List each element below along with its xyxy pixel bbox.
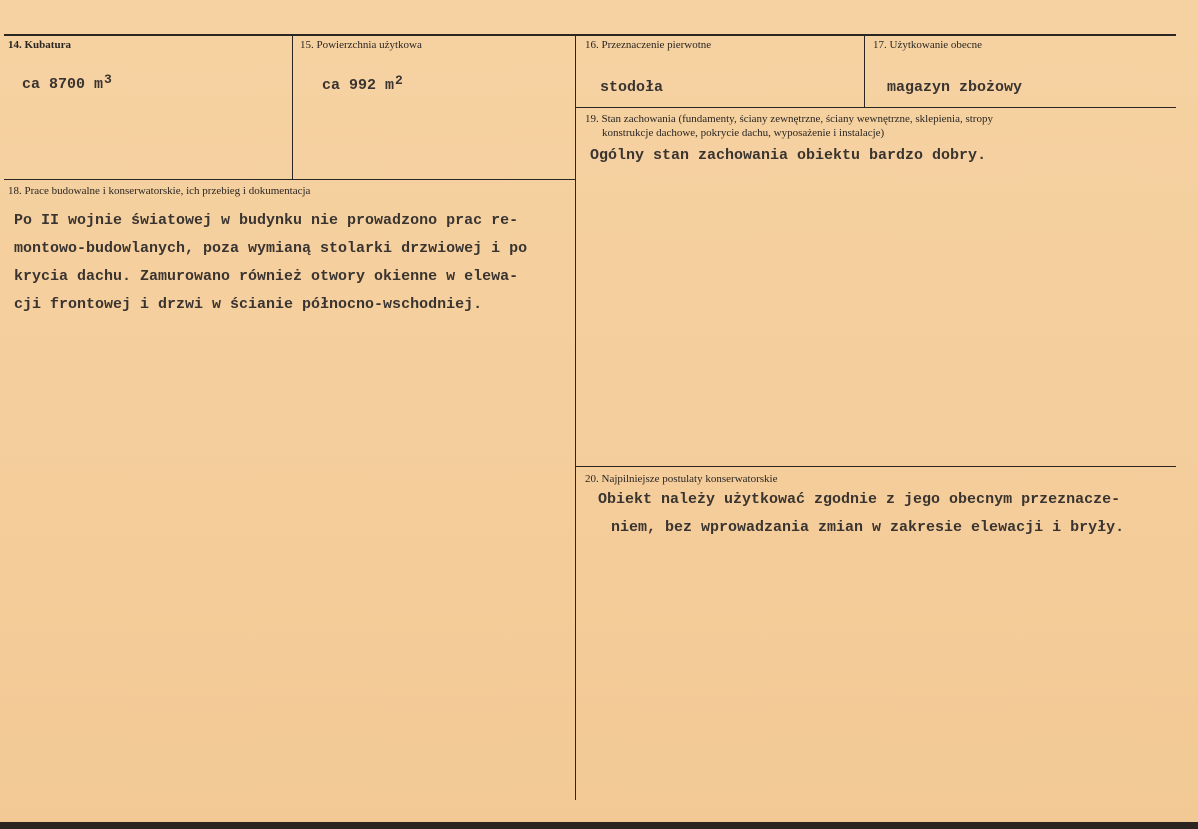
field-19-label-line1: 19. Stan zachowania (fundamenty, ściany zewnętrzne, ściany wewnętrzne, sklepienia, stropy <box>585 113 993 125</box>
field-16-label: 16. Przeznaczenie pierwotne <box>585 39 712 51</box>
row-line-left <box>4 179 575 180</box>
field-19-label-line2: konstrukcje dachowe, pokrycie dachu, wyposażenie i instalacje) <box>602 127 885 139</box>
field-14-label: 14. Kubatura <box>8 39 71 51</box>
field-18-label: 18. Prace budowalne i konserwatorskie, ich przebieg i dokumentacja <box>8 185 311 197</box>
row-line-16-17 <box>576 107 1176 108</box>
field-18-line-1: Po II wojnie światowej w budynku nie prowadzono prac re- <box>14 212 519 229</box>
field-18-line-4: cji frontowej i drzwi w ścianie północno-wschodniej. <box>14 296 483 313</box>
divider-16-17 <box>864 35 865 107</box>
field-15-exponent: 2 <box>395 73 403 88</box>
field-18-line-2: montowo-budowlanych, poza wymianą stolarki drzwiowej i po <box>14 240 528 257</box>
field-20-line-1: Obiekt należy użytkować zgodnie z jego obecnym przeznacze- <box>598 491 1121 508</box>
field-14-value-text: ca 8700 m <box>22 76 104 93</box>
field-14-exponent: 3 <box>104 72 112 87</box>
row-line-19-20 <box>576 466 1176 467</box>
field-20-label: 20. Najpilniejsze postulaty konserwatorskie <box>585 473 778 485</box>
divider-14-15 <box>292 35 293 179</box>
field-15-label: 15. Powierzchnia użytkowa <box>300 39 422 51</box>
bottom-edge-shadow <box>0 822 1198 829</box>
top-border-line <box>4 34 1176 36</box>
field-16-value: stodoła <box>600 79 664 96</box>
field-15-value-text: ca 992 m <box>322 77 395 94</box>
field-17-label: 17. Użytkowanie obecne <box>873 39 983 51</box>
field-17-value: magazyn zbożowy <box>887 79 1023 96</box>
center-divider <box>575 35 576 800</box>
field-18-line-3: krycia dachu. Zamurowano również otwory okienne w elewa- <box>14 268 519 285</box>
field-15-value <box>322 73 403 94</box>
field-20-line-2: niem, bez wprowadzania zmian w zakresie elewacji i bryły. <box>611 519 1125 536</box>
field-14-value <box>22 72 112 93</box>
field-19-value: Ogólny stan zachowania obiektu bardzo dobry. <box>590 147 987 164</box>
